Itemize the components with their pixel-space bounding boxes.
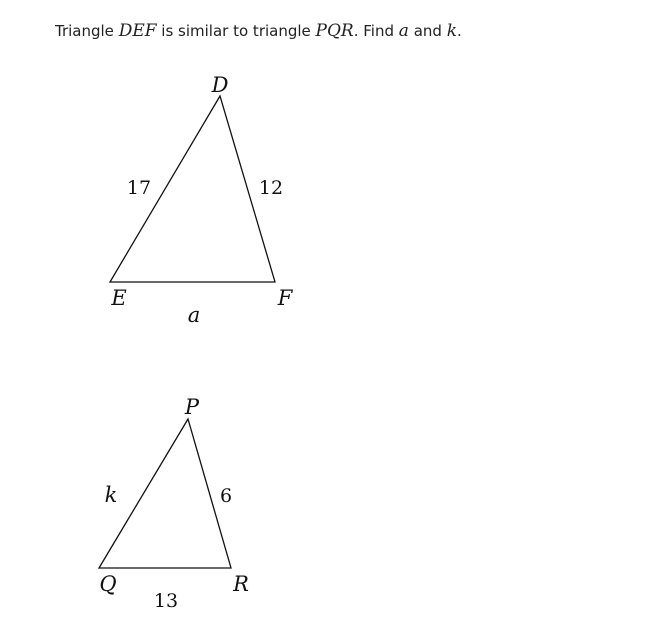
side-label-pq: k [104, 483, 118, 507]
question-part: Triangle [55, 22, 119, 40]
vertex-label-d: D [211, 73, 229, 97]
math-var-k: k [446, 21, 457, 41]
question-part: . [457, 22, 462, 40]
side-label-qr: 13 [153, 590, 179, 612]
triangle-def [110, 73, 294, 327]
math-triangle-def: DEF [118, 21, 157, 41]
vertex-label-r: R [233, 572, 249, 596]
side-label-pr: 6 [219, 485, 233, 507]
vertex-label-p: P [184, 395, 200, 419]
side-label-ef: a [187, 303, 201, 327]
question-part: is similar to triangle [156, 22, 316, 40]
side-label-de: 17 [126, 177, 152, 199]
vertex-label-e: E [111, 286, 127, 310]
triangle-pqr-outline [99, 419, 231, 568]
question-part: . Find [353, 22, 399, 40]
math-triangle-pqr: PQR [315, 21, 354, 41]
side-label-df: 12 [258, 177, 284, 199]
vertex-label-q: Q [99, 572, 117, 596]
vertex-label-f: F [277, 286, 293, 310]
question-part: and [408, 22, 447, 40]
triangle-pqr [99, 395, 249, 612]
math-var-a: a [398, 21, 409, 41]
